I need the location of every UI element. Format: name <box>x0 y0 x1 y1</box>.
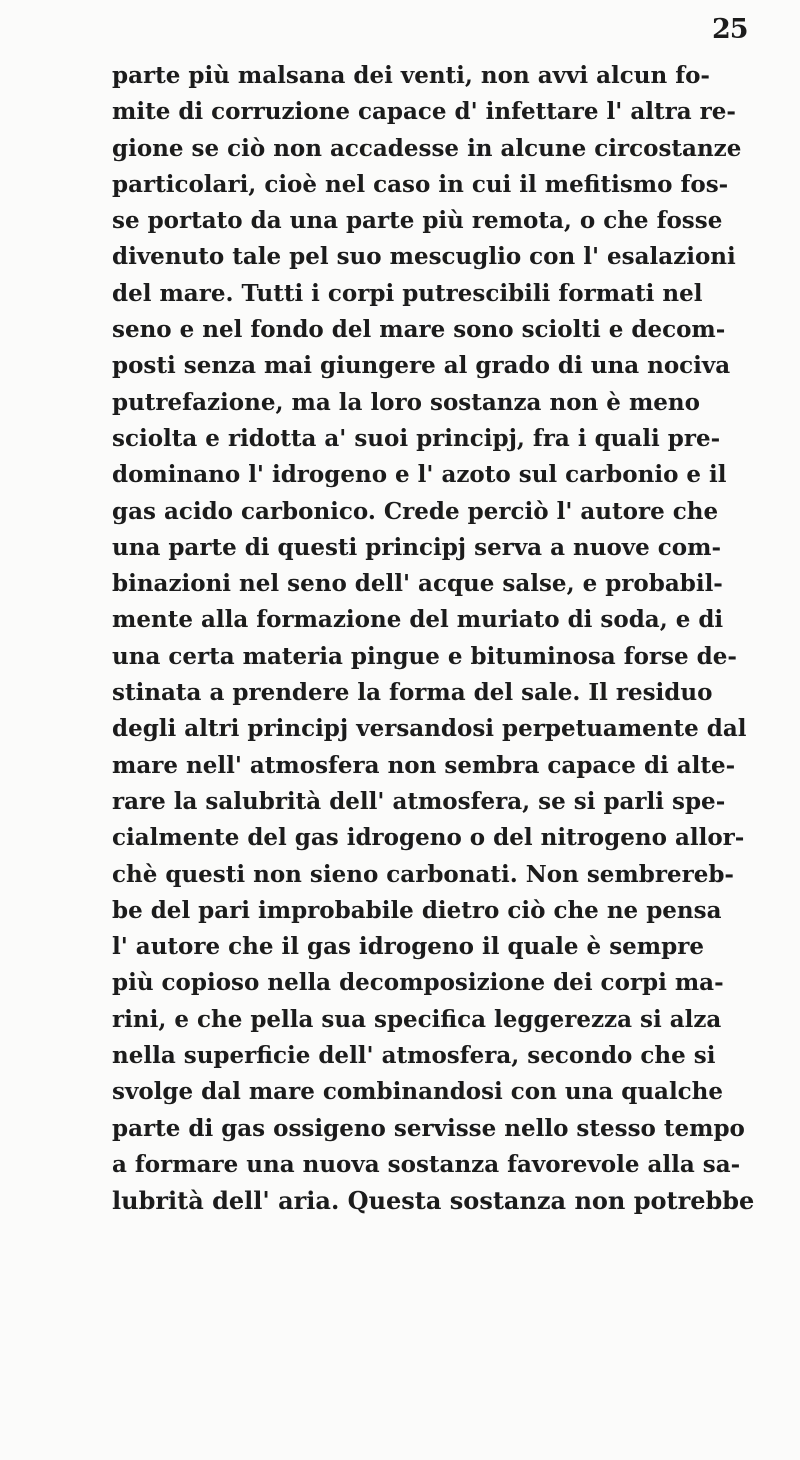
text-line: chè questi non sieno carbonati. Non sembrereb- <box>112 860 734 888</box>
body-text <box>112 58 755 1220</box>
text-line: parte di gas ossigeno servisse nello stesso tempo <box>112 1114 745 1142</box>
text-line: gas acido carbonico. Crede perciò l' autore che <box>112 497 719 525</box>
text-line: cialmente del gas idrogeno o del nitrogeno allor- <box>112 824 745 852</box>
text-line: putrefazione, ma la loro sostanza non è meno <box>112 388 700 416</box>
text-line: l' autore che il gas idrogeno il quale è sempre <box>112 933 704 961</box>
text-line: degli altri principj versandosi perpetuamente dal <box>112 715 747 743</box>
text-line: lubrità dell' aria. Questa sostanza non potrebbe <box>112 1186 755 1216</box>
text-line: svolge dal mare combinandosi con una qualche <box>112 1078 724 1106</box>
text-line: sciolta e ridotta a' suoi principj, fra i quali pre- <box>112 424 721 452</box>
text-line: nella superficie dell' atmosfera, secondo che si <box>112 1042 716 1070</box>
text-line: una certa materia pingue e bituminosa forse de- <box>112 642 737 670</box>
text-line: se portato da una parte più remota, o che fosse <box>112 207 723 235</box>
text-line: posti senza mai giungere al grado di una nociva <box>112 352 731 380</box>
text-line: mare nell' atmosfera non sembra capace di alte- <box>112 751 736 779</box>
text-line: più copioso nella decomposizione dei corpi ma- <box>112 969 724 997</box>
text-line: stinata a prendere la forma del sale. Il residuo <box>112 679 713 707</box>
text-line: mente alla formazione del muriato di soda, e di <box>112 606 724 634</box>
text-line: a formare una nuova sostanza favorevole alla sa- <box>112 1150 741 1178</box>
text-line: particolari, cioè nel caso in cui il mefitismo fos- <box>112 170 729 198</box>
text-line: del mare. Tutti i corpi putrescibili formati nel <box>112 279 703 307</box>
text-line: seno e nel fondo del mare sono sciolti e decom- <box>112 316 726 344</box>
text-line: binazioni nel seno dell' acque salse, e probabil- <box>112 570 723 598</box>
text-line: rare la salubrità dell' atmosfera, se si parli spe- <box>112 787 726 815</box>
text-line: parte più malsana dei venti, non avvi alcun fo- <box>112 62 710 89</box>
text-line: rini, e che pella sua specifica leggerezza si alza <box>112 1005 722 1033</box>
text-line: dominano l' idrogeno e l' azoto sul carbonio e il <box>112 461 727 489</box>
page-number: 25 <box>712 14 748 45</box>
text-line: be del pari improbabile dietro ciò che ne pensa <box>112 896 722 924</box>
text-line: gione se ciò non accadesse in alcune circostanze <box>112 134 742 162</box>
text-line: divenuto tale pel suo mescuglio con l' esalazioni <box>112 243 736 271</box>
text-line: una parte di questi principj serva a nuove com- <box>112 533 722 561</box>
text-line: mite di corruzione capace d' infettare l' altra re- <box>112 98 736 126</box>
